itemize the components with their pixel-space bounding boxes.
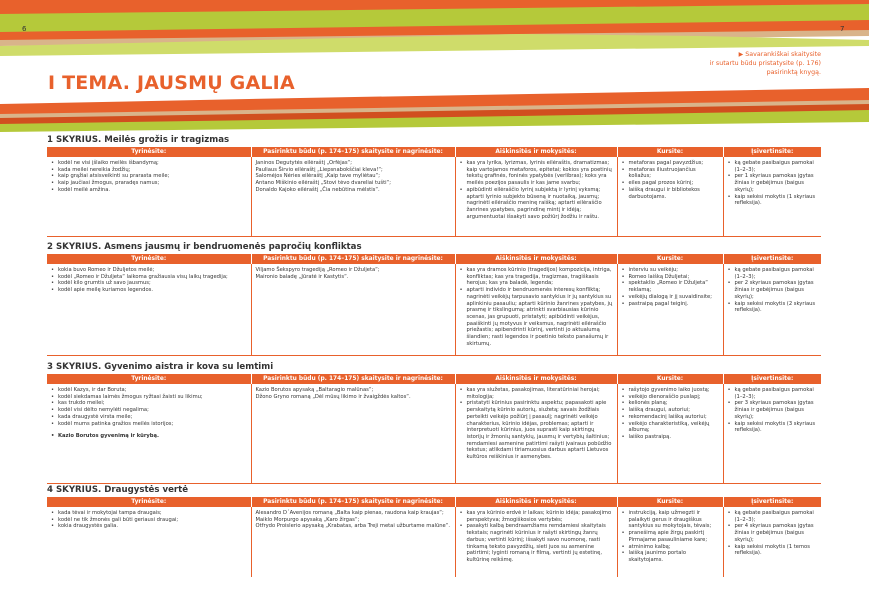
- section-title: 4 SKYRIUS. Draugystės vertė: [47, 485, 189, 495]
- reading-list: Viljamo Šekspyro tragediją „Romeo ir Džuljeta“; Maironio baladę „Jūratė ir Kastytis“.: [255, 267, 380, 280]
- list-item: • per 2 skyriaus pamokas įgytas žinias ir gebėjimus (baigus skyrių);: [728, 280, 818, 300]
- header-create: Kursite:: [617, 374, 723, 384]
- section-4: [47, 484, 821, 577]
- list-item: • Kazio Borutos gyvenimą ir kūrybą.: [51, 433, 247, 440]
- list-item: • instrukciją, kaip užmegzti ir palaikyti gerus ir draugiškus santykius su mokytojais, tėvais;: [622, 510, 719, 530]
- section-table: [47, 374, 821, 484]
- table-row: [47, 507, 821, 577]
- list-item: • pranešimą apie žirgų paskirtį Pirmajame pasauliniame kare;: [622, 530, 719, 543]
- header-learn: Aiškinsitės ir mokysitės:: [455, 254, 617, 264]
- page-number-left: 6: [22, 25, 27, 33]
- create-cell: [617, 264, 723, 355]
- list-item: • kodėl apie meilę kuriamos legendos.: [51, 287, 247, 294]
- assess-cell: [723, 264, 821, 355]
- list-item: • Romeo laišką Džuljetai;: [622, 274, 719, 281]
- explore-cell: [47, 384, 251, 483]
- list-item: • laišką jaunimo portalo skaitytojams.: [622, 550, 719, 563]
- list-item: • kaip grąžiai atsisveikinti su prarasta meile;: [51, 173, 247, 180]
- list-item: • laišką draugui, autoriui;: [622, 407, 719, 414]
- list-item: • rekomendacinį laišką autoriui;: [622, 414, 719, 421]
- header-assess: Įsivertinsite:: [723, 497, 821, 507]
- learn-cell: [455, 384, 617, 483]
- assess-cell: [723, 507, 821, 577]
- explore-cell: [47, 507, 251, 577]
- header-assess: Įsivertinsite:: [723, 254, 821, 264]
- header-read: Pasirinktu būdu (p. 174–175) skaitysite ir nagrinėsite:: [251, 374, 455, 384]
- list-item: • kaip sekėsi mokytis (2 skyriaus refleksija).: [728, 301, 818, 314]
- list-item: • metaforas iliustruojančius koliažus;: [622, 167, 719, 180]
- list-item: • veikėjo dienoraščio puslapį;: [622, 394, 719, 401]
- header-assess: Įsivertinsite:: [723, 147, 821, 157]
- list-item: • kodėl ne visi įšlaiko meilės išbandymą;: [51, 160, 247, 167]
- read-cell: [251, 157, 455, 236]
- create-cell: [617, 384, 723, 483]
- list-item: • kodėl Kazys, ir dar Boruta;: [51, 387, 247, 394]
- list-item: • kodėl ne tik žmonės gali būti geriausi draugai;: [51, 517, 247, 524]
- header-learn: Aiškinsitės ir mokysitės:: [455, 497, 617, 507]
- list-item: • kelionės planą;: [622, 400, 719, 407]
- list-item: • kas yra siužetas, pasakojimas, literatūriniai herojai; mitologija;: [460, 387, 613, 400]
- list-item: • kas trukdo meilei;: [51, 400, 247, 407]
- create-cell: [617, 157, 723, 236]
- list-item: • kodėl kilo grumtis už savo jausmus;: [51, 280, 247, 287]
- section-table: [47, 254, 821, 356]
- list-item: • apibūdinti eilėraščio lyrinį subjektą ir lyrinį vyksmą; aptarti lyrinio subjekto būseną ir nuotaiką, jausmų; nagrinėti eilėraščio meninę raišką; aptarti eilėraščio žanrines ypatybes, pagrindinę mintį ir idėją; argumentuotai išsakyti savo požiūrį žodžiu ir raštu.: [460, 187, 613, 221]
- list-item: • spektaklio „Romeo ir Džuljeta“ reklamą;: [622, 280, 719, 293]
- list-item: • kokia buvo Romeo ir Džuljetos meilė;: [51, 267, 247, 274]
- header-explore: Tyrinėsite:: [47, 374, 251, 384]
- note-line-1: Savarankiškai skaitysite: [745, 51, 821, 58]
- header-create: Kursite:: [617, 497, 723, 507]
- reading-list: Alesandro D´Avenijos romaną „Balta kaip pienas, raudona kaip kraujas“; Maiklo Morpurgo apysaką „Karo žirgas“; Otfrydo Proislerio apysaką „Krabatas, arba Trejі metai užburtame malūne“.: [255, 510, 451, 530]
- list-item: • kas yra lyrika, lyrizmas, lyrinis eilėraštis, dramatizmas; kaip vartojamos metaforos, epitetai; kokios yra poetinių tekstų grafinės, foninės ypatybės (verlibras); koks yra meilės poezijos pasaulis ir kas jame svarbu;: [460, 160, 613, 187]
- header-read: Pasirinktu būdu (p. 174–175) skaitysite ir nagrinėsite:: [251, 254, 455, 264]
- create-cell: [617, 507, 723, 577]
- assess-cell: [723, 384, 821, 483]
- section-2: [47, 241, 821, 356]
- list-item: • aptarti individo ir bendruomenės interesų konfliktą; nagrinėti veikėjų tarpusavio santykius ir jų santykius su aplinkiniu pasauliu; aptarti kūrinio žanrines ypatybes, jų prasmę ir tikslingumą; atrinkti svarbiausias kūrinio scenas, jas grupuoti, pristatyti; apibūdinti veikėjus, paaiškinti jų motyvus ir veiksmus, nagrinėti eilėraščio priežastis; apibendrinti kūrinį, vertinti jo aktualumą šiandien; rasti legendos ir poetinio teksto panašumų ir skirtumų.: [460, 287, 613, 347]
- header-learn: Aiškinsitės ir mokysitės:: [455, 374, 617, 384]
- list-item: • interviu su veikėju;: [622, 267, 719, 274]
- assess-cell: [723, 157, 821, 236]
- table-row: [47, 157, 821, 236]
- list-item: • ką gebate pasibaigus pamokai (1–2–3);: [728, 387, 818, 400]
- list-item: • pastraipą pagal teiginį.: [622, 301, 719, 308]
- list-item: • metaforas pagal pavyzdžius;: [622, 160, 719, 167]
- list-item: • kada tėvai ir mokytojai tampa draugais;: [51, 510, 247, 517]
- page-number-right: 7: [840, 25, 845, 33]
- list-item: • kodėl mums patinka gražios meilės istorijos;: [51, 421, 247, 428]
- table-header-row: [47, 374, 821, 384]
- table-header-row: [47, 497, 821, 507]
- explore-cell: [47, 264, 251, 355]
- read-cell: [251, 507, 455, 577]
- section-title: 3 SKYRIUS. Gyvenimo aistra ir kova su lemtimi: [47, 362, 274, 372]
- reading-list: Kazio Borutos apysaką „Baltaragio malūnas“; Džono Grynо romaną „Dėl mūsų likimo ir žvaigždės kaltos“.: [255, 387, 411, 400]
- list-item: • rašytojo gyvenimo laiko juostą;: [622, 387, 719, 394]
- section-title: 2 SKYRIUS. Asmens jausmų ir bendruomenės papročių konfliktas: [47, 242, 362, 252]
- arrow-right-icon: ▶: [738, 51, 744, 58]
- list-item: • ką gebate pasibaigus pamokai (1–2–3);: [728, 510, 818, 523]
- list-item: • kaip sekėsi mokytis (3 skyriaus refleksija).: [728, 421, 818, 434]
- section-table: [47, 147, 821, 237]
- table-row: [47, 384, 821, 483]
- list-item: • kada draugystė virsta meile;: [51, 414, 247, 421]
- list-item: • kas yra dramos kūrinio (tragedijos) kompozicija, intriga, konfliktas; kas yra tragedija, tragizmas, tragiškasis herojus; kas yra baladė, legenda;: [460, 267, 613, 287]
- list-item: • kaip sekėsi mokytis (1 skyriaus refleksija).: [728, 194, 818, 207]
- learn-cell: [455, 157, 617, 236]
- list-item: • atminimo kalbą;: [622, 544, 719, 551]
- reading-note: [631, 50, 821, 77]
- table-row: [47, 264, 821, 355]
- list-item: • veikėjų dialogą ir jį suvaidinsite;: [622, 294, 719, 301]
- header-explore: Tyrinėsite:: [47, 254, 251, 264]
- list-item: • kodėl meilė amžina.: [51, 187, 247, 194]
- note-line-3: pasirinktą knygą.: [766, 69, 821, 76]
- list-item: • veikėjo charakteristiką, veikėjų albumą;: [622, 421, 719, 434]
- header-read: Pasirinktu būdu (p. 174–175) skaitysite ir nagrinėsite:: [251, 147, 455, 157]
- header-create: Kursite:: [617, 254, 723, 264]
- section-title: 1 SKYRIUS. Meilės grožis ir tragizmas: [47, 135, 230, 145]
- list-item: • pasakyti kalbą bendraamžiams remdamiesi skaitytais tekstais; nagrinėti kūrinius ir rašyti skirtingų žanrų darbus; vertinti kūrinį; išsakyti savo nuomonę, rasti tinkamą teksto pavyzdžių, sieti juos su asmenine patirtimi; lyginti romaną ir filmą, vertinti jų estetinę, kultūrinę reikšmę.: [460, 523, 613, 563]
- list-item: • per 1 skyriaus pamokas įgytas žinias ir gebėjimus (baigus skyrių);: [728, 173, 818, 193]
- section-1: [47, 134, 821, 237]
- table-header-row: [47, 147, 821, 157]
- theme-title: I TEMA. JAUSMŲ GALIA: [48, 72, 295, 94]
- list-item: • kokia draugystės galia.: [51, 523, 247, 530]
- list-item: • kodėl „Romeo ir Džuljeta“ laikoma gražiausia visų laikų tragedija;: [51, 274, 247, 281]
- list-item: • kas yra kūrinio erdvė ir laikas; kūrinio idėja; pasakojimo perspektyva; žmogiškosios vertybės;: [460, 510, 613, 523]
- list-item: • kodėl siekdamas laimės žmogus ryžtasi žaisti su likimu;: [51, 394, 247, 401]
- header-learn: Aiškinsitės ir mokysitės:: [455, 147, 617, 157]
- section-table: [47, 497, 821, 577]
- list-item: • per 4 skyriaus pamokas įgytas žinias ir gebėjimus (baigus skyrių);: [728, 523, 818, 543]
- list-item: • ką gebate pasibaigus pamokai (1–2–3);: [728, 160, 818, 173]
- header-read: Pasirinktu būdu (p. 174–175) skaitysite ir nagrinėsite:: [251, 497, 455, 507]
- learn-cell: [455, 264, 617, 355]
- note-line-2: ir sutartu būdu pristatysite (p. 176): [709, 60, 821, 67]
- section-3: [47, 361, 821, 484]
- list-item: • ką gebate pasibaigus pamokai (1–2–3);: [728, 267, 818, 280]
- explore-cell: [47, 157, 251, 236]
- table-header-row: [47, 254, 821, 264]
- list-item: • pristatyti kūrinius pasirinktu aspektu; papasakoti apie perskaitytą kūrinio autorių, siužetą; savais žodžiais perteikti veikėjo požiūrį į pasaulį; nagrinėti veikėjo charakterius, kūrinio idėjas, problemas; aptarti ir interpretuoti kūrinius, juos suprasti kaip skirtingų istorijų ir žmonių santykių, jausmų ir vertybių šaltinius; remdamiesi asmenine patirtimi rašyti įvairaus pobūdžio tekstus; atlikdami tiriamuosius darbus aptarti Lietuvos kultūros reiškinius ir asmenybes.: [460, 400, 613, 460]
- header-assess: Įsivertinsite:: [723, 374, 821, 384]
- reading-list: Janinos Degutytės eilėraštį „Orfėjas“; Pauliaus Širvio eilėraštį „Liepsnabokščiai kleva!“; Salomėjos Nėries eilėraštį „Kaip tave myliėtau“; Antano Miškinio eilėraštį „Stovi tėvo dvareliai tušti“; Donaldo Kajoko eilėraštį „Čia nebūtina mėlstis“.: [255, 160, 391, 193]
- list-item: • per 3 skyriaus pamokas įgytas žinias ir gebėjimus (baigus skyrių);: [728, 400, 818, 420]
- list-item: • eiles pagal prozos kūrinį;: [622, 180, 719, 187]
- header-explore: Tyrinėsite:: [47, 147, 251, 157]
- list-item: • kodėl visi dėlto nemylėti negalima;: [51, 407, 247, 414]
- read-cell: [251, 384, 455, 483]
- list-item: • laiško pastraipą.: [622, 434, 719, 441]
- list-item: • kada meilei nereikia žodžių;: [51, 167, 247, 174]
- learn-cell: [455, 507, 617, 577]
- list-item: • kaip sekėsi mokytis (1 temos refleksija).: [728, 544, 818, 557]
- list-item: • laišką draugui ir bibliotekos darbuotojams.: [622, 187, 719, 200]
- header-create: Kursite:: [617, 147, 723, 157]
- read-cell: [251, 264, 455, 355]
- header-explore: Tyrinėsite:: [47, 497, 251, 507]
- list-item: • kaip jaučiasi žmogus, praradęs namus;: [51, 180, 247, 187]
